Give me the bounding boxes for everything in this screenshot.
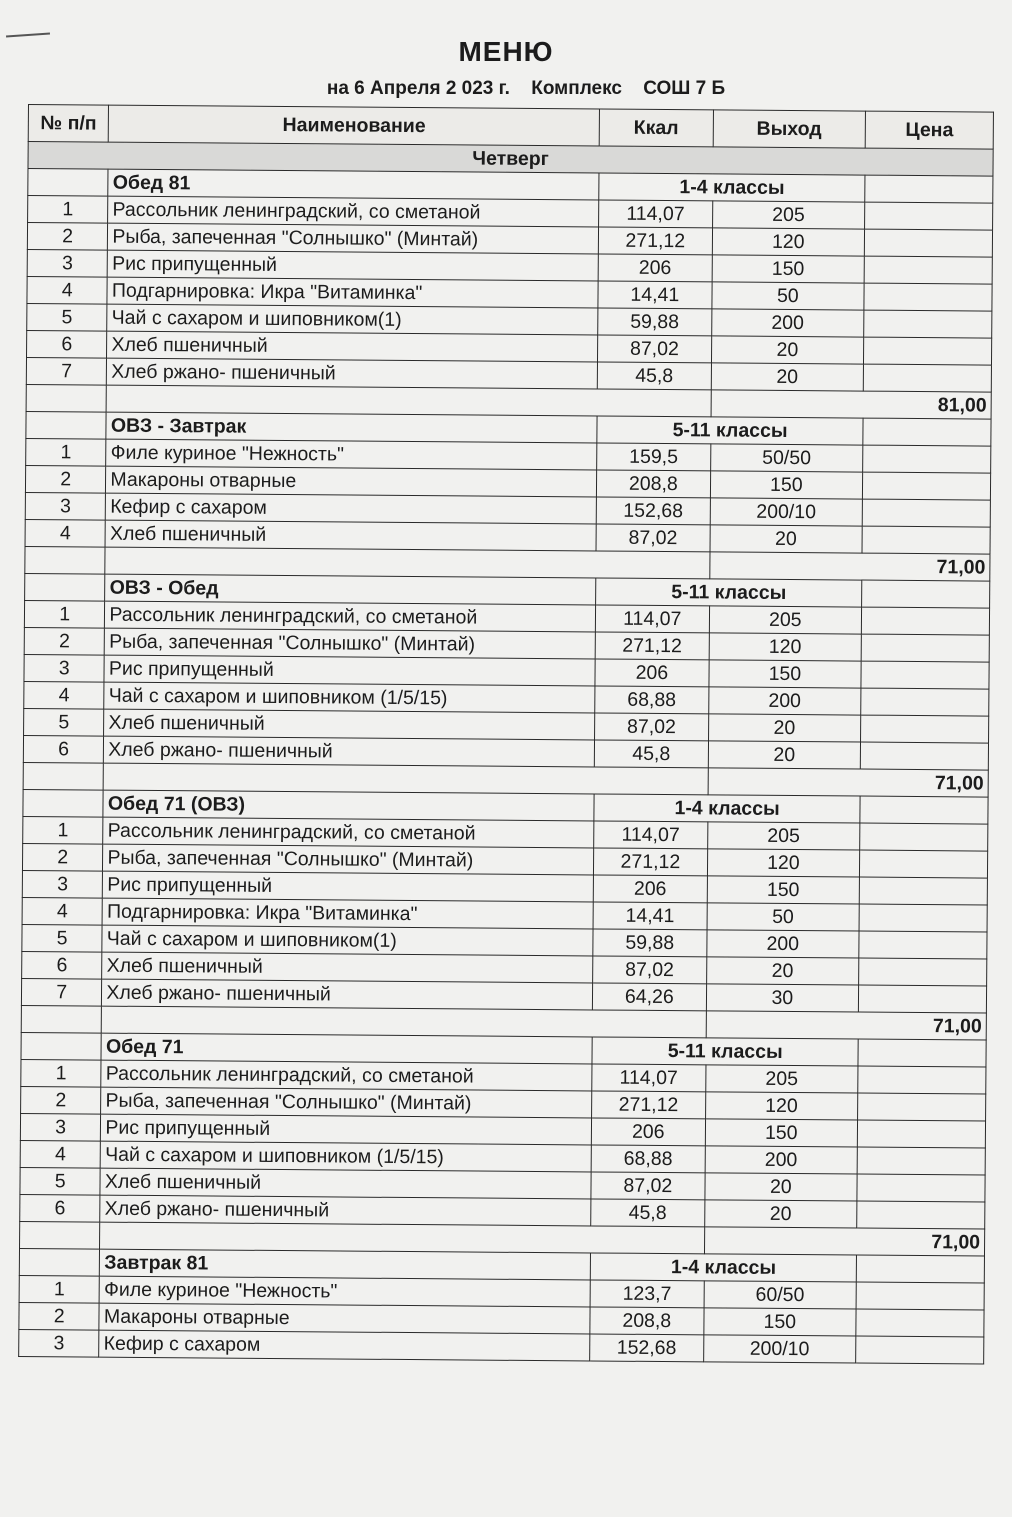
item-output: 205 [709,606,862,634]
item-number: 4 [22,897,103,925]
item-kcal: 271,12 [594,848,708,876]
section-total-price: 71,00 [709,552,990,581]
item-price [860,742,988,770]
item-output: 60/50 [704,1281,857,1309]
item-output: 150 [707,876,860,904]
item-number: 1 [19,1275,100,1303]
item-kcal: 45,8 [591,1199,705,1227]
section-price-cell [863,418,991,446]
item-kcal: 68,88 [595,686,709,714]
header-name: Наименование [109,105,600,146]
item-number: 2 [22,843,103,871]
section-price-cell [865,175,993,203]
header-price: Цена [865,111,993,149]
item-name: Чай с сахаром и шиповником (1/5/15) [104,682,595,713]
item-price [857,1201,985,1229]
total-num-cell [21,1005,102,1033]
item-kcal: 59,88 [593,929,707,957]
item-name: Чай с сахаром и шиповником (1/5/15) [101,1141,592,1172]
item-kcal: 45,8 [597,362,711,390]
item-kcal: 87,02 [595,713,709,741]
item-number: 5 [20,1167,101,1195]
section-title: ОВЗ - Завтрак [106,412,597,443]
item-number: 4 [24,681,105,709]
item-price [863,472,991,500]
header-output: Выход [713,110,866,148]
section-num-cell [21,1032,102,1060]
item-kcal: 87,02 [593,956,707,984]
item-name: Кефир с сахаром [106,493,597,524]
item-output: 120 [712,228,865,256]
item-price [858,1066,986,1094]
item-price [856,1309,984,1337]
item-number: 6 [20,1194,101,1222]
item-number: 4 [27,276,108,304]
item-output: 150 [710,471,863,499]
item-number: 5 [24,708,105,736]
item-output: 20 [711,336,864,364]
item-price [859,877,987,905]
item-number: 6 [22,951,103,979]
item-kcal: 87,02 [598,335,712,363]
item-name: Рис припущенный [104,655,595,686]
item-kcal: 114,07 [592,1064,706,1092]
section-price-cell [862,580,990,608]
item-number: 3 [19,1329,100,1357]
item-price [861,634,989,662]
item-name: Подгарнировка: Икра "Витаминка" [107,277,598,308]
item-output: 200 [706,930,859,958]
school-name: СОШ 7 Б [643,78,726,99]
page-title: МЕНЮ [458,36,554,67]
item-name: Чай с сахаром и шиповником(1) [107,304,598,335]
section-title: Обед 81 [108,169,599,200]
item-kcal: 14,41 [593,902,707,930]
item-output: 20 [708,714,861,742]
item-name: Филе куриное "Нежность" [99,1276,590,1307]
item-price [857,1147,985,1175]
item-output: 200 [705,1146,858,1174]
item-name: Рыба, запеченная "Солнышко" (Минтай) [105,628,596,659]
item-number: 2 [27,223,108,251]
item-output: 50 [707,903,860,931]
item-price [861,661,989,689]
section-price-cell [860,796,988,824]
total-num-cell [25,546,106,574]
item-name: Рыба, запеченная "Солнышко" (Минтай) [101,1087,592,1118]
item-output: 50 [711,282,864,310]
item-price [857,1120,985,1148]
item-price [856,1282,984,1310]
item-name: Хлеб ржано- пшеничный [100,1195,591,1226]
item-name: Хлеб пшеничный [102,952,593,983]
item-price [859,931,987,959]
item-output: 30 [706,984,859,1012]
item-output: 120 [705,1092,858,1120]
section-total-price: 71,00 [706,1011,987,1040]
item-price [864,310,992,338]
item-name: Рассольник ленинградский, со сметаной [108,196,599,227]
item-kcal: 14,41 [598,281,712,309]
day-label: Четверг [28,142,993,177]
section-total-price: 71,00 [708,768,989,797]
item-output: 20 [708,741,861,769]
item-name: Макароны отварные [106,466,597,497]
item-price [864,256,992,284]
section-classes: 5-11 классы [592,1037,858,1066]
total-num-cell [20,1221,101,1249]
item-name: Макароны отварные [99,1303,590,1334]
section-classes: 1-4 классы [594,794,860,823]
item-number: 4 [20,1140,101,1168]
item-price [863,445,991,473]
item-kcal: 208,8 [597,470,711,498]
section-price-cell [856,1255,984,1283]
item-price [863,364,991,392]
section-total-price: 71,00 [704,1227,985,1256]
item-kcal: 59,88 [598,308,712,336]
item-price [856,1336,984,1364]
item-name: Рис припущенный [108,250,599,281]
item-output: 200 [708,687,861,715]
item-output: 150 [705,1119,858,1147]
section-num-cell [26,411,107,439]
item-kcal: 206 [591,1118,705,1146]
page-subtitle [0,78,1012,100]
item-output: 20 [706,957,859,985]
item-kcal: 206 [593,875,707,903]
item-number: 6 [27,330,108,358]
item-output: 150 [703,1308,856,1336]
item-kcal: 68,88 [591,1145,705,1173]
item-number: 4 [25,519,106,547]
item-output: 200/10 [703,1335,856,1363]
item-output: 200 [711,309,864,337]
item-output: 20 [711,363,864,391]
item-name: Рыба, запеченная "Солнышко" (Минтай) [108,223,599,254]
header-kcal: Ккал [599,109,713,147]
item-number: 7 [21,978,102,1006]
item-number: 1 [26,438,107,466]
item-price [861,607,989,635]
item-output: 205 [705,1065,858,1093]
item-output: 20 [710,525,863,553]
complex-label: Комплекс [531,78,622,99]
item-kcal: 208,8 [590,1307,704,1335]
item-output: 120 [709,633,862,661]
item-output: 205 [707,822,860,850]
item-number: 1 [28,196,109,224]
item-name: Хлеб ржано- пшеничный [102,979,593,1010]
item-number: 1 [23,816,104,844]
item-name: Филе куриное "Нежность" [106,439,597,470]
menu-table [18,104,994,1365]
item-price [860,850,988,878]
item-number: 6 [23,735,104,763]
section-total-price: 81,00 [711,390,992,419]
item-price [861,688,989,716]
item-price [859,985,987,1013]
item-name: Рыба, запеченная "Солнышко" (Минтай) [103,844,594,875]
item-name: Рассольник ленинградский, со сметаной [103,817,594,848]
item-kcal: 87,02 [591,1172,705,1200]
item-number: 3 [20,1113,101,1141]
item-kcal: 159,5 [597,443,711,471]
item-price [859,958,987,986]
item-kcal: 114,07 [599,200,713,228]
item-name: Хлеб пшеничный [105,520,596,551]
item-kcal: 64,26 [593,983,707,1011]
item-price [861,715,989,743]
item-kcal: 87,02 [596,524,710,552]
item-kcal: 206 [595,659,709,687]
item-name: Хлеб пшеничный [100,1168,591,1199]
item-kcal: 152,68 [590,1334,704,1362]
item-name: Чай с сахаром и шиповником(1) [102,925,593,956]
item-price [864,283,992,311]
item-number: 1 [24,600,105,628]
item-name: Хлеб ржано- пшеничный [107,358,598,389]
section-num-cell [25,573,106,601]
section-classes: 1-4 классы [590,1253,856,1282]
item-kcal: 271,12 [598,227,712,255]
item-name: Рассольник ленинградский, со сметаной [101,1060,592,1091]
item-kcal: 114,07 [594,821,708,849]
section-price-cell [858,1039,986,1067]
total-num-cell [26,384,107,412]
item-name: Рис припущенный [103,871,594,902]
item-price [864,229,992,257]
item-price [860,823,988,851]
menu-date: на 6 Апреля 2 023 г. [326,78,510,99]
item-output: 200/10 [710,498,863,526]
item-kcal: 114,07 [596,605,710,633]
section-title: Обед 71 [101,1033,592,1064]
item-name: Рис припущенный [101,1114,592,1145]
item-number: 3 [27,249,108,277]
item-price [857,1174,985,1202]
item-output: 150 [712,255,865,283]
item-name: Кефир с сахаром [99,1330,590,1361]
item-name: Хлеб пшеничный [107,331,598,362]
section-classes: 1-4 классы [599,173,865,202]
section-classes: 5-11 классы [596,578,862,607]
item-name: Рассольник ленинградский, со сметаной [105,601,596,632]
item-name: Хлеб пшеничный [104,709,595,740]
item-kcal: 152,68 [596,497,710,525]
item-output: 20 [704,1173,857,1201]
item-output: 205 [712,201,865,229]
item-number: 3 [22,870,103,898]
total-num-cell [23,762,104,790]
menu-body [19,142,994,1365]
item-kcal: 206 [598,254,712,282]
item-price [862,499,990,527]
item-output: 150 [708,660,861,688]
item-price [862,526,990,554]
item-number: 2 [21,1086,102,1114]
item-output: 20 [704,1200,857,1228]
item-number: 5 [22,924,103,952]
section-num-cell [23,789,104,817]
item-name: Подгарнировка: Икра "Витаминка" [102,898,593,929]
section-num-cell [28,169,109,197]
item-price [859,904,987,932]
header-num: № п/п [28,105,109,143]
item-kcal: 123,7 [590,1280,704,1308]
item-number: 5 [27,303,108,331]
section-classes: 5-11 классы [597,416,863,445]
item-price [864,337,992,365]
item-number: 3 [24,654,105,682]
item-number: 7 [26,357,107,385]
item-kcal: 271,12 [595,632,709,660]
item-number: 2 [19,1302,100,1330]
item-price [865,202,993,230]
item-name: Хлеб ржано- пшеничный [104,736,595,767]
item-number: 1 [21,1059,102,1087]
section-num-cell [19,1248,100,1276]
section-title: ОВЗ - Обед [105,574,596,605]
item-number: 3 [25,492,106,520]
item-output: 50/50 [710,444,863,472]
item-number: 2 [25,465,106,493]
section-title: Завтрак 81 [100,1249,591,1280]
section-title: Обед 71 (ОВЗ) [103,790,594,821]
item-price [858,1093,986,1121]
item-kcal: 45,8 [594,740,708,768]
item-kcal: 271,12 [592,1091,706,1119]
item-output: 120 [707,849,860,877]
item-number: 2 [24,627,105,655]
